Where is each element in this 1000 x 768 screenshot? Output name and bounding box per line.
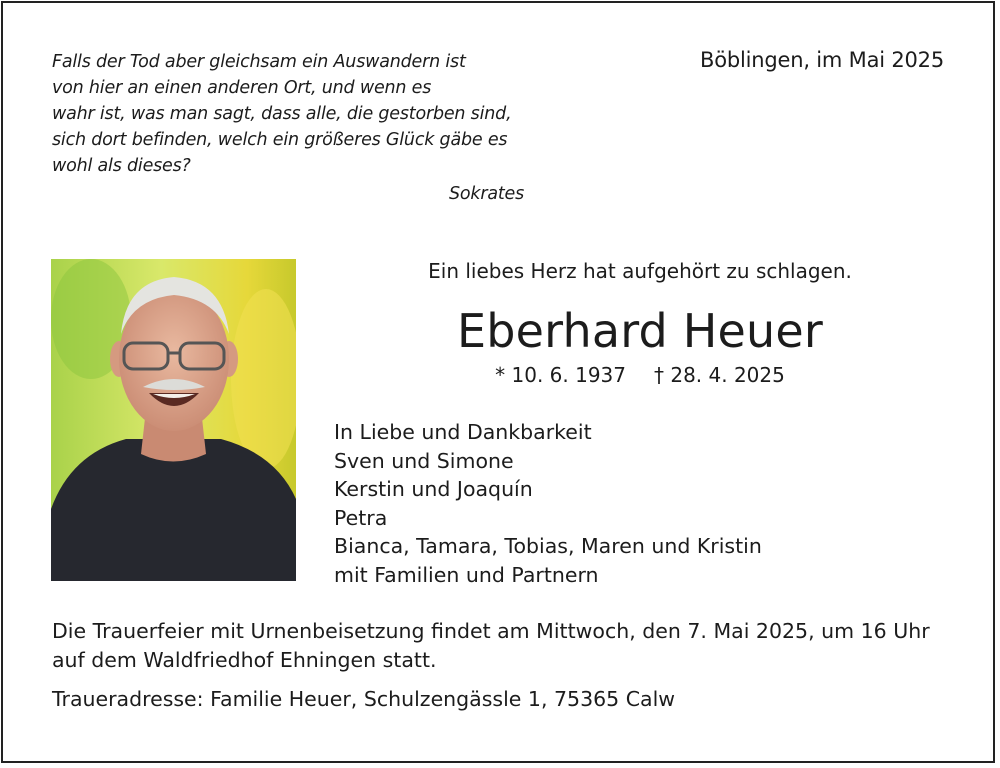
birth-date: * 10. 6. 1937 <box>495 363 626 387</box>
ceremony-info: Die Trauerfeier mit Urnenbeisetzung findet am Mittwoch, den 7. Mai 2025, um 16 Uhr auf dem Waldfriedhof Ehningen statt. <box>52 619 930 672</box>
deceased-name: Eberhard Heuer <box>457 304 823 358</box>
quote-block <box>52 49 524 207</box>
death-date: † 28. 4. 2025 <box>654 363 785 387</box>
life-dates <box>440 363 840 387</box>
intro-line: Ein liebes Herz hat aufgehört zu schlagen. <box>428 259 852 283</box>
mourner-line: Sven und Simone <box>334 448 514 473</box>
place-date: Böblingen, im Mai 2025 <box>700 48 944 72</box>
quote-author: Sokrates <box>448 184 524 204</box>
quote-text: Falls der Tod aber gleichsam ein Auswandern ist von hier an einen anderen Ort, und wenn es wahr ist, was man sagt, dass alle, die gestorben sind, sich dort befinden, welch ein größeres Glück gäbe es wohl als dieses? <box>52 52 512 176</box>
mourner-line: Petra <box>334 505 388 530</box>
mourners-list <box>334 418 762 589</box>
mourner-line: In Liebe und Dankbarkeit <box>334 420 592 444</box>
portrait-photo-icon <box>51 259 296 581</box>
mourner-line: Bianca, Tamara, Tobias, Maren und Kristin <box>334 534 762 558</box>
mourning-address: Traueradresse: Familie Heuer, Schulzengässle 1, 75365 Calw <box>52 687 676 711</box>
portrait-photo <box>51 259 296 581</box>
mourner-line: mit Familien und Partnern <box>334 562 599 587</box>
mourner-line: Kerstin und Joaquín <box>334 477 533 501</box>
